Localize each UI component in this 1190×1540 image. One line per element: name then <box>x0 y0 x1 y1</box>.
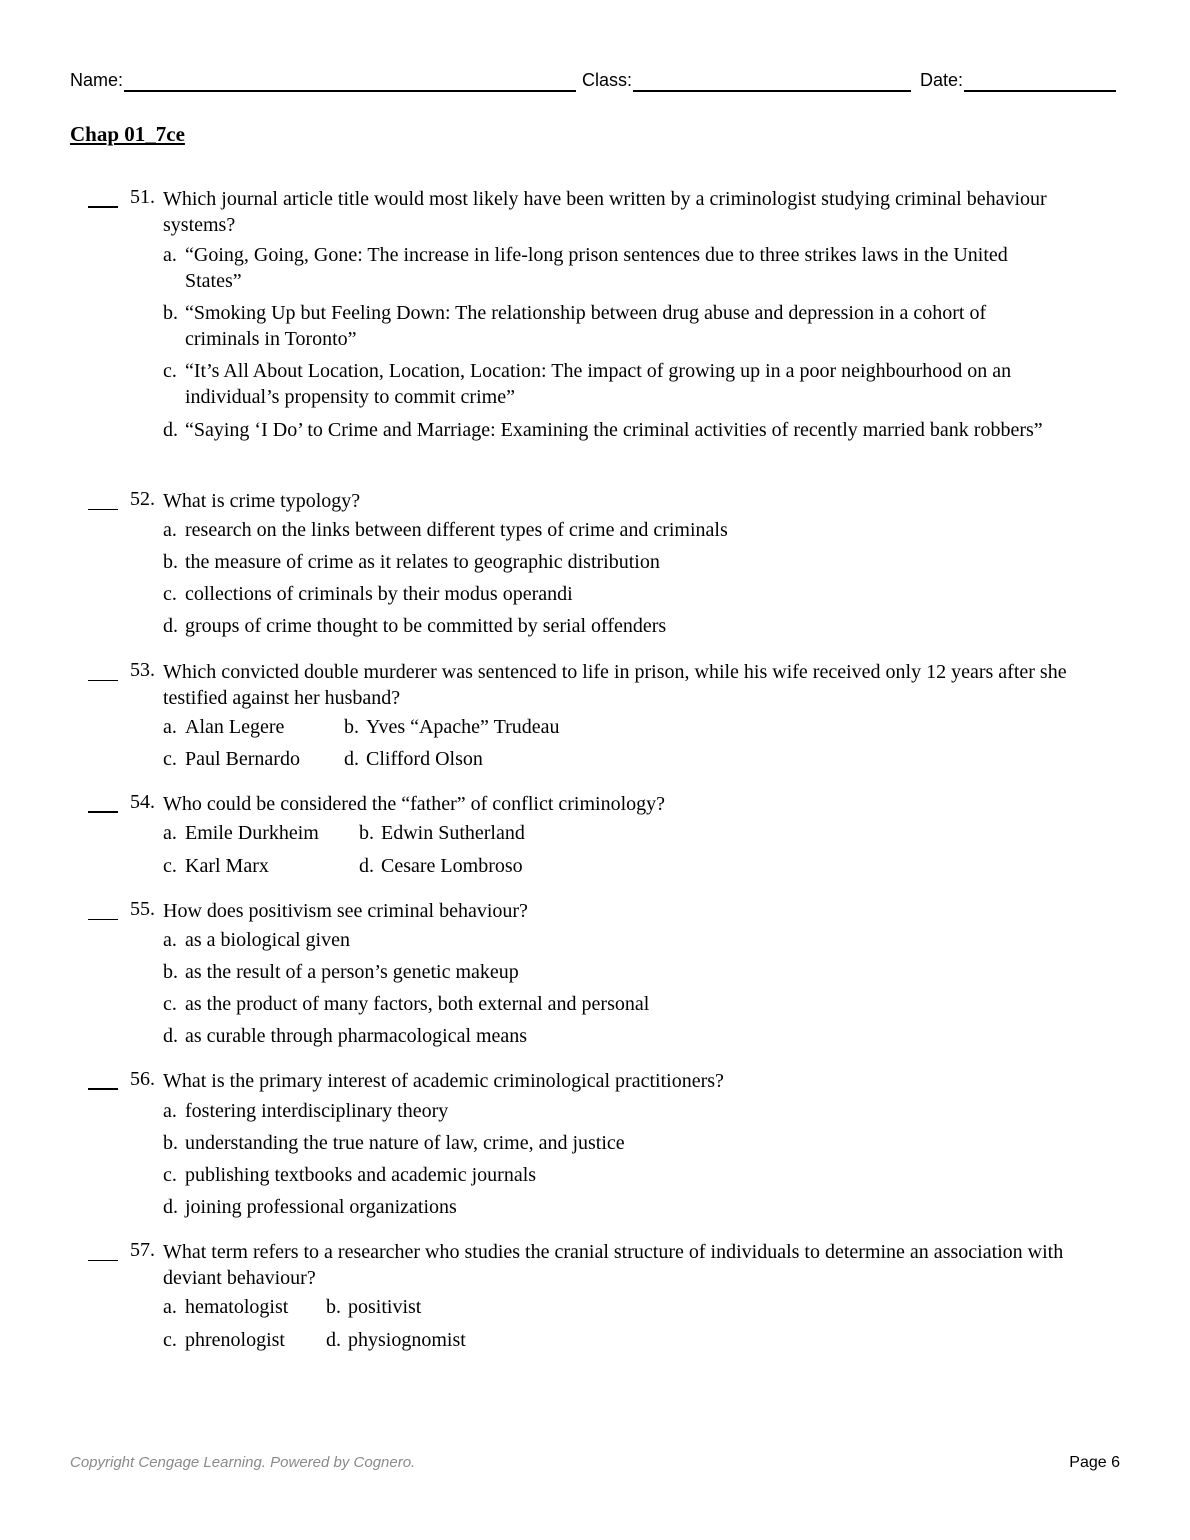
question-number: 56. <box>130 1068 155 1090</box>
option-letter: c. <box>163 855 177 877</box>
question-number: 57. <box>130 1239 155 1261</box>
option-letter: d. <box>163 615 178 637</box>
option-letter: b. <box>163 302 178 324</box>
option-text: as a biological given <box>185 929 350 951</box>
answer-blank[interactable] <box>88 811 118 813</box>
answer-blank[interactable] <box>88 509 118 510</box>
option-text: “Smoking Up but Feeling Down: The relationship between drug abuse and depression in a cohort of criminals in Toronto” <box>185 302 987 350</box>
option-text: groups of crime thought to be committed by serial offenders <box>185 615 667 637</box>
option-letter: d. <box>326 1329 341 1351</box>
option-text: phrenologist <box>185 1329 285 1351</box>
option-text: physiognomist <box>348 1329 466 1351</box>
option-letter: c. <box>163 748 177 770</box>
question-text: What term refers to a researcher who studies the cranial structure of individuals to determine an association with deviant behaviour? <box>163 1241 1064 1289</box>
option-letter: a. <box>163 519 177 541</box>
option-letter: b. <box>163 551 178 573</box>
option-text: Paul Bernardo <box>185 748 300 770</box>
question-text: Who could be considered the “father” of conflict criminology? <box>163 793 666 815</box>
option-text: collections of criminals by their modus operandi <box>185 583 573 605</box>
question-text: What is crime typology? <box>163 490 361 512</box>
option-letter: c. <box>163 360 177 382</box>
question-text: Which journal article title would most likely have been written by a criminologist studying criminal behaviour systems? <box>163 188 1047 236</box>
option-letter: c. <box>163 1329 177 1351</box>
option-letter: b. <box>163 961 178 983</box>
option-letter: d. <box>344 748 359 770</box>
option-text: Alan Legere <box>185 716 285 738</box>
option-text: hematologist <box>185 1296 289 1318</box>
class-field[interactable] <box>582 68 911 92</box>
option-text: the measure of crime as it relates to geographic distribution <box>185 551 660 573</box>
option-text: Karl Marx <box>185 855 269 877</box>
question-number: 51. <box>130 186 155 208</box>
class-label: Class: <box>582 70 633 90</box>
option-letter: b. <box>326 1296 341 1318</box>
option-letter: c. <box>163 1164 177 1186</box>
header-fields <box>70 68 1120 96</box>
option-text: “Saying ‘I Do’ to Crime and Marriage: Examining the criminal activities of recently married bank robbers” <box>185 419 1043 441</box>
answer-blank[interactable] <box>88 1260 118 1261</box>
option-text: positivist <box>348 1296 422 1318</box>
option-letter: d. <box>359 855 374 877</box>
option-letter: d. <box>163 1196 178 1218</box>
option-text: as curable through pharmacological means <box>185 1025 528 1047</box>
date-label: Date: <box>920 70 964 90</box>
name-line[interactable] <box>124 68 576 92</box>
option-text: “It’s All About Location, Location, Location: The impact of growing up in a poor neighbourhood on an individual’s propensity to commit crime” <box>185 360 1012 408</box>
date-field[interactable] <box>920 68 1116 92</box>
option-letter: b. <box>359 822 374 844</box>
option-letter: b. <box>163 1132 178 1154</box>
option-text: as the product of many factors, both external and personal <box>185 993 650 1015</box>
option-letter: a. <box>163 716 177 738</box>
option-letter: a. <box>163 1100 177 1122</box>
option-letter: d. <box>163 1025 178 1047</box>
option-text: as the result of a person’s genetic makeup <box>185 961 519 983</box>
option-letter: a. <box>163 1296 177 1318</box>
option-letter: a. <box>163 822 177 844</box>
question-number: 52. <box>130 488 155 510</box>
date-line[interactable] <box>964 68 1116 92</box>
answer-blank[interactable] <box>88 919 118 920</box>
option-text: “Going, Going, Gone: The increase in life-long prison sentences due to three strikes laws in the United States” <box>185 244 1008 292</box>
chapter-title: Chap 01_7ce <box>70 122 185 146</box>
class-line[interactable] <box>633 68 911 92</box>
question-text: What is the primary interest of academic criminological practitioners? <box>163 1070 724 1092</box>
option-text: publishing textbooks and academic journals <box>185 1164 537 1186</box>
question-text: How does positivism see criminal behaviour? <box>163 900 528 922</box>
option-text: Cesare Lombroso <box>381 855 523 877</box>
answer-blank[interactable] <box>88 680 118 681</box>
option-text: Emile Durkheim <box>185 822 319 844</box>
copyright-text: Copyright Cengage Learning. Powered by Cognero. <box>70 1454 416 1471</box>
question-number: 53. <box>130 659 155 681</box>
option-text: Clifford Olson <box>366 748 483 770</box>
option-text: Edwin Sutherland <box>381 822 525 844</box>
option-text: research on the links between different types of crime and criminals <box>185 519 728 541</box>
page-number: Page 6 <box>1069 1454 1120 1471</box>
question-text: Which convicted double murderer was sentenced to life in prison, while his wife received only 12 years after she testified against her husband? <box>163 661 1067 709</box>
question-number: 55. <box>130 898 155 920</box>
option-text: understanding the true nature of law, crime, and justice <box>185 1132 625 1154</box>
option-text: fostering interdisciplinary theory <box>185 1100 449 1122</box>
answer-blank[interactable] <box>88 1088 118 1090</box>
option-letter: c. <box>163 583 177 605</box>
name-field[interactable] <box>70 68 576 92</box>
option-text: Yves “Apache” Trudeau <box>366 716 560 738</box>
option-letter: c. <box>163 993 177 1015</box>
option-letter: a. <box>163 244 177 266</box>
option-letter: d. <box>163 419 178 441</box>
option-text: joining professional organizations <box>185 1196 457 1218</box>
question-number: 54. <box>130 791 155 813</box>
answer-blank[interactable] <box>88 206 118 208</box>
option-letter: b. <box>344 716 359 738</box>
name-label: Name: <box>70 70 124 90</box>
option-letter: a. <box>163 929 177 951</box>
